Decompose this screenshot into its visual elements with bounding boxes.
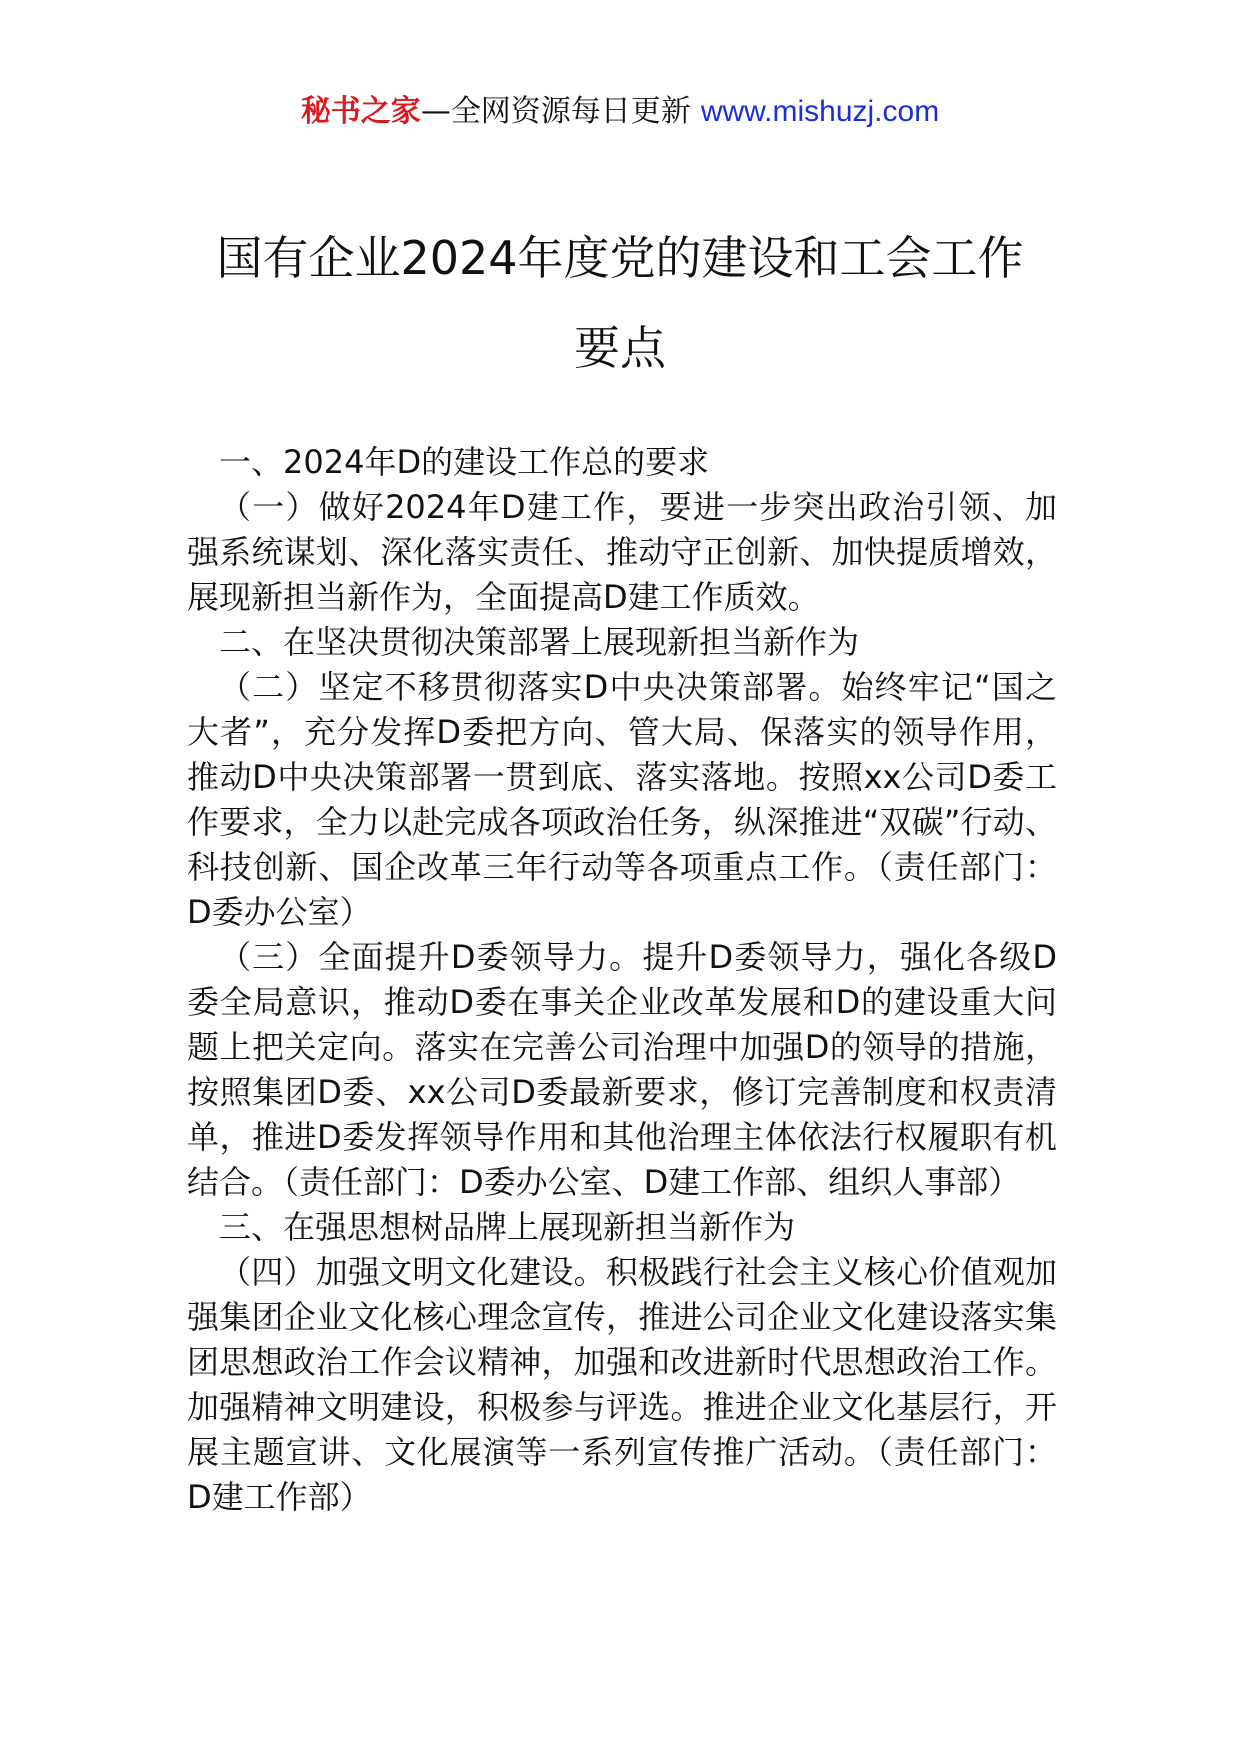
document-title-line-1: 国有企业2024年度党的建设和工会工作	[216, 231, 1024, 285]
site-url-link[interactable]: www.mishuzj.com	[700, 95, 940, 128]
document-title-line-2: 要点	[574, 321, 666, 375]
paragraph-item-2: （二）坚定不移贯彻落实D中央决策部署。始终牢记“国之大者”，充分发挥D委把方向、管大局、保落实的领导作用，推动D中央决策部署一贯到底、落实落地。按照xx公司D委工作要求，全力以赴完成各项政治任务，纵深推进“双碳”行动、科技创新、国企改革三年行动等各项重点工作。（责任部门：D委办公室）	[187, 668, 1057, 931]
section-heading-3: 三、在强思想树品牌上展现新担当新作为	[219, 1208, 796, 1246]
paragraph-item-1: （一）做好2024年D建工作，要进一步突出政治引领、加强系统谋划、深化落实责任、推动守正创新、加快提质增效，展现新担当新作为，全面提高D建工作质效。	[187, 488, 1057, 616]
site-header	[0, 92, 1240, 132]
paragraph-item-4: （四）加强文明文化建设。积极践行社会主义核心价值观加强集团企业文化核心理念宣传，推进公司企业文化建设落实集团思想政治工作会议精神，加强和改进新时代思想政治工作。加强精神文明建设，积极参与评选。推进企业文化基层行，开展主题宣讲、文化展演等一系列宣传推广活动。（责任部门：D建工作部）	[187, 1253, 1057, 1516]
section-heading-1: 一、2024年D的建设工作总的要求	[219, 443, 710, 481]
document-body	[187, 440, 1057, 1520]
paragraph-item-3: （三）全面提升D委领导力。提升D委领导力，强化各级D委全局意识，推动D委在事关企业改革发展和D的建设重大问题上把关定向。落实在完善公司治理中加强D的领导的措施，按照集团D委、xx公司D委最新要求，修订完善制度和权责清单，推进D委发挥领导作用和其他治理主体依法行权履职有机结合。（责任部门：D委办公室、D建工作部、组织人事部）	[187, 938, 1057, 1201]
section-heading-2: 二、在坚决贯彻决策部署上展现新担当新作为	[219, 623, 860, 661]
header-tagline: —全网资源每日更新	[420, 94, 691, 129]
brand-name: 秘书之家	[300, 94, 421, 129]
